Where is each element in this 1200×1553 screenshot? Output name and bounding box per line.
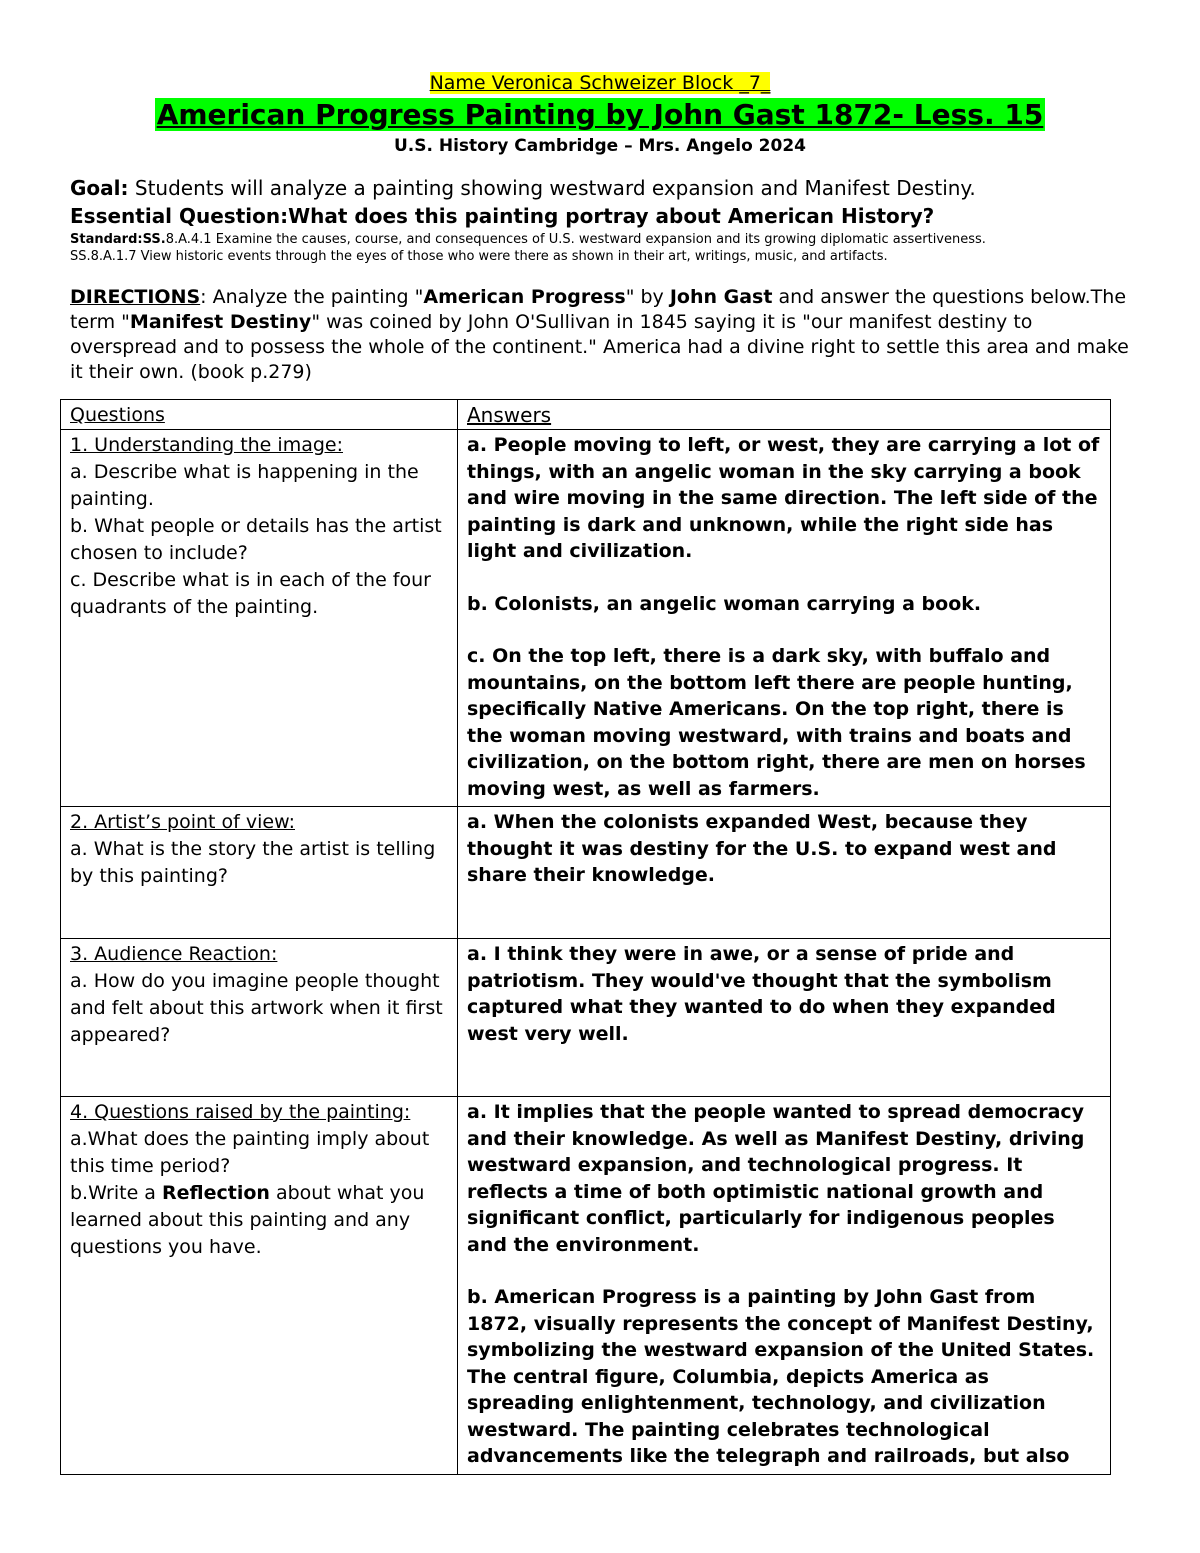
term-name: Manifest Destiny	[129, 311, 312, 333]
table-row	[61, 1097, 1111, 1475]
questions-answers-table	[60, 399, 1111, 1475]
answer-cell	[458, 939, 1111, 1097]
question-text: b.Write a Reflection about what you learned about this painting and any questions you have.	[70, 1182, 425, 1258]
answer-text: b. American Progress is a painting by John Gast from 1872, visually represents the concept of Manifest Destiny, symbolizing the westward expansion of the United States. The central figure, Columbia, depicts America as spreading enlightenment, technology, and civilization westward. The painting celebrates technological advancements like the telegraph and railroads, but also	[467, 1286, 1095, 1467]
question-text: a.What does the painting imply about this time period?	[70, 1128, 430, 1177]
student-name-line: Name Veronica Schweizer Block _7_	[429, 72, 771, 94]
question-cell	[61, 807, 458, 939]
answer-text: a. When the colonists expanded West, because they thought it was destiny for the U.S. to expand west and share their knowledge.	[467, 811, 1057, 886]
goal-statement	[70, 176, 1140, 200]
question-heading: 4. Questions raised by the painting:	[70, 1101, 411, 1123]
eq-label: Essential Question:	[70, 204, 289, 228]
standard-line-2: SS.8.A.1.7 View historic events through the eyes of those who were there as shown in their art, writings, music, and artifacts.	[70, 249, 888, 264]
question-text: c. Describe what is in each of the four quadrants of the painting.	[70, 569, 431, 618]
table-header-row	[61, 400, 1111, 430]
directions: DIRECTIONS: Analyze the painting "American Progress" by John Gast and answer the questions below.The term "Manifest Destiny" was coined by John O'Sullivan in 1845 saying it is "our manifest destiny to overspread and to possess the whole of the continent." America had a divine right to settle this area and make it their own. (book p.279)	[70, 286, 1129, 383]
answer-cell	[458, 430, 1111, 807]
answer-text: c. On the top left, there is a dark sky, with buffalo and mountains, on the bottom left there are people hunting, specifically Native Americans. On the top right, there is the woman moving westward, with trains and boats and civilization, on the bottom right, there are men on horses moving west, as well as farmers.	[467, 645, 1086, 800]
question-heading: 1. Understanding the image:	[70, 434, 343, 456]
table-row	[61, 939, 1111, 1097]
directions-label: DIRECTIONS	[70, 286, 201, 308]
table-row	[61, 807, 1111, 939]
answer-text: b. Colonists, an angelic woman carrying a book.	[467, 592, 982, 615]
question-heading: 2. Artist’s point of view:	[70, 811, 295, 833]
artist-name: John Gast	[669, 286, 773, 308]
standard-label: Standard:SS.	[70, 232, 166, 247]
header-questions: Questions	[61, 400, 458, 430]
reflection-word: Reflection	[162, 1182, 270, 1204]
answer-cell	[458, 807, 1111, 939]
essential-question	[70, 204, 1140, 228]
question-text: a. Describe what is happening in the painting.	[70, 461, 419, 510]
header-answers: Answers	[458, 400, 1111, 430]
page-title: American Progress Painting by John Gast 1872- Less. 15	[156, 98, 1044, 131]
eq-text: What does this painting portray about American History?	[288, 204, 935, 228]
question-cell	[61, 939, 458, 1097]
question-text: a. What is the story the artist is telling by this painting?	[70, 838, 436, 887]
question-text: b. What people or details has the artist chosen to include?	[70, 515, 442, 564]
question-cell	[61, 1097, 458, 1475]
standard-line-1: 8.A.4.1 Examine the causes, course, and consequences of U.S. westward expansion and its growing diplomatic assertiveness.	[165, 232, 986, 247]
painting-name: American Progress	[423, 286, 626, 308]
question-text: a. How do you imagine people thought and felt about this artwork when it first appeared?	[70, 970, 443, 1046]
question-heading: 3. Audience Reaction:	[70, 943, 278, 965]
answer-cell	[458, 1097, 1111, 1475]
table-row	[61, 430, 1111, 807]
question-cell	[61, 430, 458, 807]
answer-text: a. It implies that the people wanted to spread democracy and their knowledge. As well as Manifest Destiny, driving westward expansion, and technological progress. It reflects a time of both optimistic national growth and significant conflict, particularly for indigenous peoples and the environment.	[467, 1101, 1085, 1256]
goal-label: Goal:	[70, 176, 129, 200]
answer-text: a. People moving to left, or west, they are carrying a lot of things, with an angelic woman in the sky carrying a book and wire moving in the same direction. The left side of the painting is dark and unknown, while the right side has light and civilization.	[467, 434, 1100, 562]
goal-text: Students will analyze a painting showing westward expansion and Manifest Destiny.	[128, 176, 976, 200]
answer-text: a. I think they were in awe, or a sense of pride and patriotism. They would've thought that the symbolism captured what they wanted to do when they expanded west very well.	[467, 943, 1056, 1045]
course-line: U.S. History Cambridge – Mrs. Angelo 2024	[394, 136, 806, 156]
standards	[70, 231, 1140, 265]
